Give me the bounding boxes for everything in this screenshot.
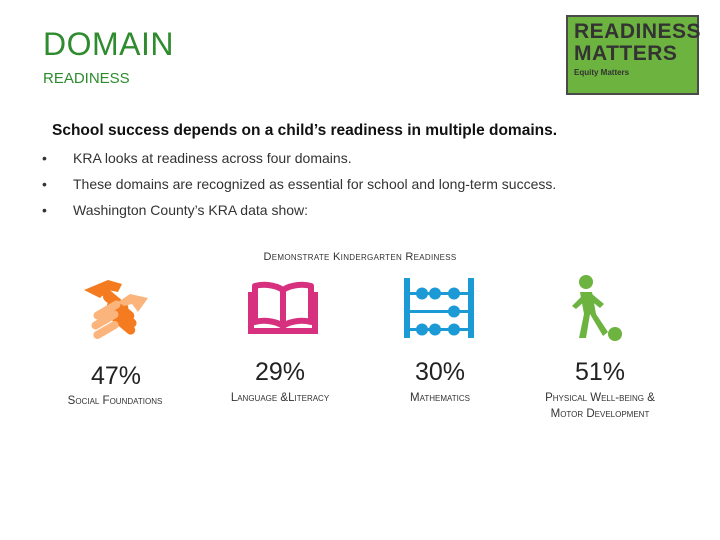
logo-tagline: Equity Matters — [574, 68, 630, 77]
child-kicking-ball-icon — [562, 274, 626, 342]
helping-hands-icon — [78, 276, 154, 346]
domains-kicker: Demonstrate Kindergarten Readiness — [263, 251, 457, 263]
list-item — [40, 202, 556, 228]
bullet-text: KRA looks at readiness across four domains. — [73, 150, 352, 166]
label-physical-wellbeing — [505, 390, 695, 422]
percent-language-literacy: 29% — [254, 358, 306, 386]
bullet-text: Washington County’s KRA data show: — [73, 202, 309, 218]
label-social-foundations: Social Foundations — [67, 395, 163, 407]
list-item — [40, 176, 556, 202]
page-title: DOMAIN — [43, 26, 174, 62]
list-item — [40, 150, 556, 176]
logo-line-2: MATTERS — [574, 42, 678, 65]
label-line-1: Physical Well-being & — [545, 392, 655, 404]
label-language-literacy: Language &Literacy — [230, 392, 330, 404]
percent-mathematics: 30% — [414, 358, 466, 386]
abacus-icon — [402, 276, 476, 340]
readiness-matters-logo — [566, 15, 702, 95]
label-line-2: Motor Development — [550, 408, 650, 420]
bullet-glyph: • — [42, 202, 47, 218]
section-heading: School success depends on a child’s readiness in multiple domains. — [52, 122, 558, 139]
percent-social-foundations: 47% — [90, 362, 142, 390]
bullet-list — [40, 150, 556, 228]
label-mathematics: Mathematics — [410, 392, 470, 404]
bullet-glyph: • — [42, 150, 47, 166]
bullet-text: These domains are recognized as essential for school and long-term success. — [73, 176, 557, 192]
bullet-glyph: • — [42, 176, 47, 192]
open-book-icon — [246, 278, 320, 336]
logo-line-1: READINESS — [574, 20, 702, 43]
page-subtitle: READINESS — [43, 70, 130, 87]
percent-physical-wellbeing: 51% — [574, 358, 626, 386]
